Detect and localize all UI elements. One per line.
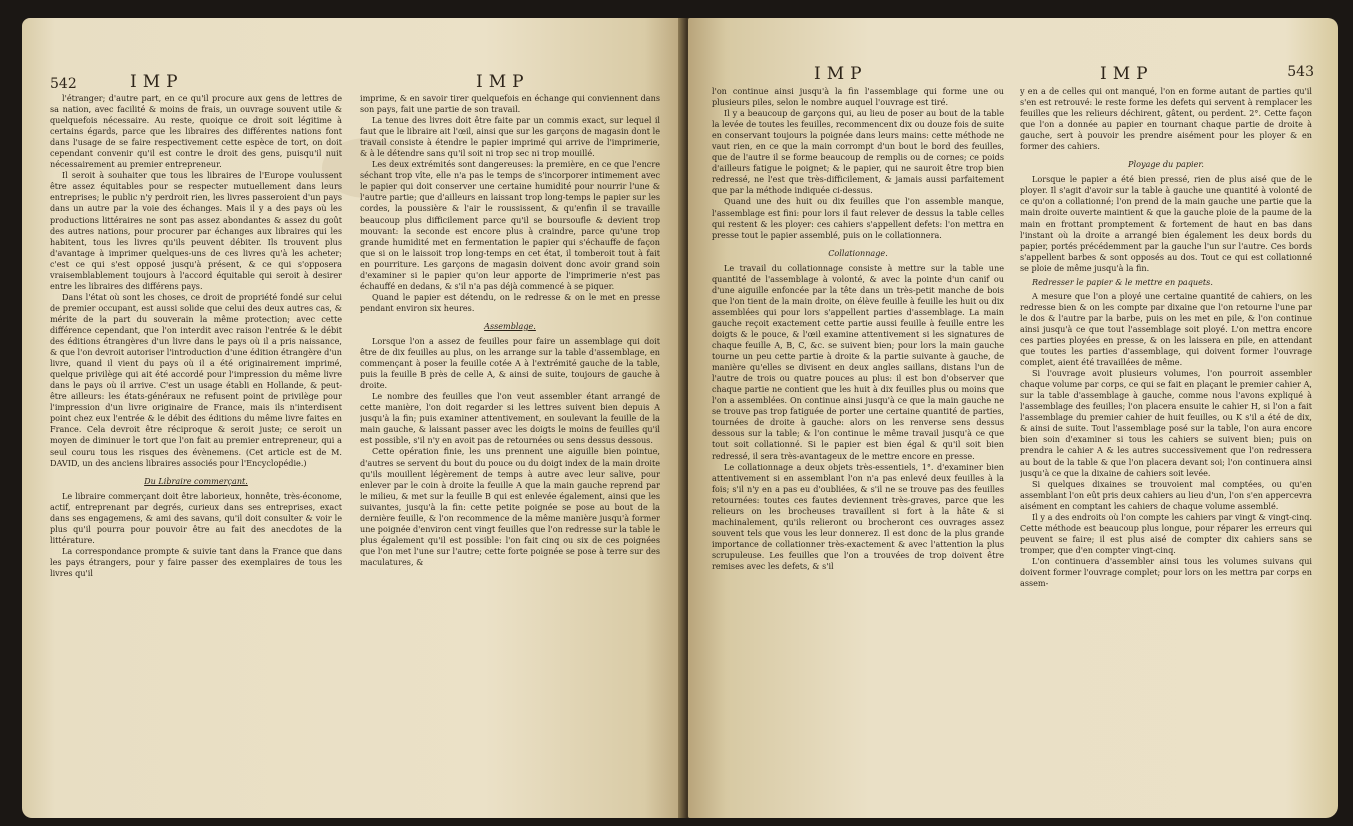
- paragraph: Le travail du collationnage consiste à mettre sur la table une quantité de l'assemblage à volonté, & avec la pointe d'un canif ou d'une aiguille enfoncée par la tête dans un très-petit manche de bois que l'on tient de la main droite, on élève feuille à feuille les huit ou dix assemblées qui pour lors s'appellent parties d'assemblage. La main gauche reçoit exactement cette partie aussi feuille à feuille entre les doigts & le pouce, & l'œil examine attentivement si les signatures de chaque feuille A, B, C, &c. se suivent bien; pour lors la main gauche tourne un peu cette partie à droite & la partie suivante à gauche, de manière qu'elles se divisent en deux angles saillans, distans l'un de l'autre de trois ou quatre pouces au plus: il est bon d'observer que chaque partie ne contient que les huit à dix feuilles plus ou moins que l'on a assemblées. On continue ainsi jusqu'à ce que la main gauche ne se trouve pas trop fatiguée de porter une certaine quantité de parties, tournées de droite à gauche: alors on les renverse sens dessus dessous sur la table; & l'on continue le même travail jusqu'à ce que tout soit collationné. Si le papier est bien égal & qu'il soit bien redressé, il sera très-avantageux de le mettre encore en presse.: [712, 262, 1004, 461]
- left-page: [22, 18, 684, 818]
- paragraph: Le libraire commerçant doit être laborieux, honnête, très-économe, actif, entreprenant par degrés, curieux dans ses entreprises, exact dans ses engagemens, & ami des savans, qu'il doit consulter & voir le plus qu'il pourra pour pouvoir être au fait des anecdotes de la littérature.: [50, 490, 342, 545]
- paragraph: l'on continue ainsi jusqu'à la fin l'assemblage qui forme une ou plusieurs piles, selon le nombre auquel l'ouvrage est tiré.: [712, 86, 1004, 108]
- paragraph: Quand une des huit ou dix feuilles que l'on assemble manque, l'assemblage est fini: pour lors il faut relever de dessus la table celles qui restent & les ployer: ces cahiers s'appellent defets: l'on mettra en presse tout le papier assemblé, puis on le collationnera.: [712, 196, 1004, 240]
- running-header-right-col2: IMP: [1100, 64, 1154, 84]
- paragraph: Il seroit à souhaiter que tous les libraires de l'Europe voulussent être assez équitables pour se respecter mutuellement dans leurs entreprises; le public n'y perdroit rien, les livres passeroient d'un pays dans un autre par la voie des échanges. Mais il y a des pays où les productions littéraires ne sont pas assez abondantes & assez du goût des autres nations, pour procurer par échanges aux libraires qui les habitent, tous les livres qu'ils peuvent débiter. Ils trouvent plus d'avantage à imprimer quelques-uns de ces livres qu'à les acheter; c'est ce qui s'est opposé jusqu'à présent, & ce qui s'opposera vraisemblablement toujours à l'accord équitable qui seroit à desirer entre les libraires des différens pays.: [50, 170, 342, 291]
- paragraph: Si l'ouvrage avoit plusieurs volumes, l'on pourroit assembler chaque volume par corps, ce qui se fait en plaçant le premier cahier A, sur la table d'assemblage à gauche, comme nous l'avons expliqué à l'assemblage des feuilles; l'on placera ensuite le cahier H, si l'on a fait l'assemblage du premier cahier de huit feuilles, ou K s'il a été de dix, & ainsi de suite. Tout l'assemblage posé sur la table, l'on aura encore bien soin d'examiner si tous les cahiers se suivent bien; puis on prendra le cahier A & les autres successivement que l'on redressera au bout de la table & que l'on placera devant soi; l'on continuera ainsi jusqu'à ce que la dixaine de cahiers soit levée.: [1020, 368, 1312, 478]
- left-page-column-1: [50, 93, 342, 811]
- paragraph: Cette opération finie, les uns prennent une aiguille bien pointue, d'autres se servent du bout du pouce ou du doigt index de la main droite qu'ils mouillent légèrement de temps à autre avec leur salive, pour enlever par le coin à droite la feuille A que la main gauche reprend par le milieu, & met sur la feuille B qui est enlevée également, ainsi que les suivantes, jusqu'à la fin: cette petite poignée se pose au bout de la dernière feuille, & l'on recommence de la même manière jusqu'à former une poignée d'environ cent vingt feuilles que l'on redresse sur la table le plus également qu'il est possible: l'on fait cinq ou six de ces poignées que l'on met l'une sur l'autre; cette forte poignée se pose à terre sur des maculatures, &: [360, 446, 660, 567]
- right-page: [688, 18, 1338, 818]
- section-heading: Assemblage.: [484, 320, 536, 331]
- running-header-right: IMP: [814, 64, 868, 84]
- right-page-column-1: [712, 86, 1004, 814]
- page-number-right: 543: [1287, 64, 1314, 80]
- section-heading: Redresser le papier & le mettre en paquets.: [1032, 276, 1213, 287]
- paragraph: l'étranger; d'autre part, en ce qu'il procure aux gens de lettres de sa nation, avec facilité & moins de frais, un ouvrage souvent utile & quelquefois nécessaire. Au reste, quoique ce droit soit légitime à certains égards, parce que les libraires des différentes nations font dans l'usage de se faire respectivement cette espèce de tort, on doit cependant convenir qu'il est contre le droit des gens, puisqu'il nuit nécessairement au premier entrepreneur.: [50, 93, 342, 170]
- section-heading: Ployage du papier.: [1128, 159, 1204, 170]
- paragraph: Lorsque le papier a été bien pressé, rien de plus aisé que de le ployer. Il s'agit d'avoir sur la table à gauche une quantité à volonté de ce qu'on a collationné; l'on prend de la main gauche une partie que la main droite ouverte maintient & que la gauche ploie de la paume de la main en frottant promptement & fortement de haut en bas dans l'instant où la droite a arrangé bien également les deux bords du papier, portés précédemment par la gauche l'un sur l'autre. Ces bords s'appellent barbes & sont opposés au dos. Tout ce qui est collationné se ploie de même jusqu'à la fin.: [1020, 174, 1312, 273]
- right-page-column-2: [1020, 86, 1312, 814]
- paragraph: Il y a beaucoup de garçons qui, au lieu de poser au bout de la table la levée de toutes les feuilles, recommencent dix ou douze fois de suite en conservant toujours la poignée dans leurs mains: cette méthode ne vaut rien, en ce que la main corrompt d'un bout le bord des feuilles, que de l'autre il se forme beaucoup de remplis ou de cornes; ce poids d'ailleurs fatigue le poignet; & le papier, qui ne sauroit être trop bien redressé, ne l'est que très-difficilement, & jamais aussi parfaitement que par la méthode indiquée ci-dessus.: [712, 108, 1004, 196]
- left-page-column-2: [360, 93, 660, 811]
- paragraph: A mesure que l'on a ployé une certaine quantité de cahiers, on les redresse bien & on les compte par dixaine que l'on retourne l'une par le dos & l'autre par la barbe, puis on les met en pile, & l'on continue ainsi jusqu'à ce que tout l'assemblage soit ployé. L'on mettra encore ces parties ployées en presse, & on les laissera en pile, en attendant que toutes les parties d'assemblage, qui doivent former l'ouvrage complet, aient été travaillées de même.: [1020, 290, 1312, 368]
- paragraph: Dans l'état où sont les choses, ce droit de propriété fondé sur celui de premier occupant, est aussi solide que celui des deux autres cas, & mérite de la part du souverain la même protection; avec cette différence cependant, que l'on interdit avec raison l'entrée & le débit des éditions étrangères d'un livre dans le pays où il a pris naissance, & que l'on devroit autoriser l'introduction d'une édition étrangère d'un livre, quand il vient du pays où il a été originairement imprimé, quelque privilège qui ait été accordé pour l'impression du même livre dans le pays où il arrive. C'est un usage établi en Hollande, & peut-être ailleurs: les états-généraux ne refusent point de privilège pour l'impression d'un livre originaire de France, mais ils n'interdisent point chez eux l'entrée & le débit des éditions du même livre faites en France. Cela devroit être réciproque & seroit juste; ce seroit un moyen de diminuer le tort que l'on fait au premier entrepreneur, qui a seul couru tous les risques des évènemens. (Cet article est de M. DAVID, un des anciens libraires associés pour l'Encyclopédie.): [50, 291, 342, 468]
- page-number-left: 542: [50, 76, 77, 92]
- paragraph: Si quelques dixaines se trouvoient mal comptées, ou qu'en assemblant l'on eût pris deux cahiers au lieu d'un, l'on s'en appercevra aisément en comptant les cahiers de chaque volume assemblé.: [1020, 478, 1312, 511]
- paragraph: Les deux extrémités sont dangereuses: la première, en ce que l'encre séchant trop vîte, elle n'a pas le temps de s'incorporer intimement avec le papier qui doit conserver une certaine humidité pour nourrir l'une & l'autre partie; que d'ailleurs en laissant trop long-temps le papier sur les cordes, la poussière & l'air le roussissent, & qu'enfin il se travaille beaucoup plus difficilement parce qu'il se boursoufle & devient trop mouvant: la seconde est encore plus à craindre, parce qu'une trop grande humidité met en fermentation le papier qui s'échauffe de façon que si on le laissoit trop long-temps en cet état, il tomberoit tout à fait en pourriture. Les garçons de magasin doivent donc avoir grand soin d'examiner si le papier qu'on leur apporte de l'imprimerie n'est pas échauffé en dedans, & s'il n'a pas déjà commencé à se piquer.: [360, 159, 660, 291]
- section-heading: Du Libraire commerçant.: [144, 475, 248, 486]
- paragraph: Le collationnage a deux objets très-essentiels, 1°. d'examiner bien attentivement si en assemblant l'on n'a pas enlevé deux feuilles à la fois; s'il n'y en a pas eu d'oubliées, & s'il ne se trouve pas des feuilles retournées: toutes ces fautes deviennent très-graves, parce que les relieurs on les brocheuses travaillent si fort à la hâte & si machinalement, qu'ils relieront ou brocheront ces ouvrages assez souvent tels que vous les leur donnerez. Il est donc de la plus grande importance de collationner très-exactement & avec l'attention la plus scrupuleuse. Les feuilles que l'on a trouvées de trop doivent être remises avec les defets, & s'il: [712, 461, 1004, 571]
- paragraph: y en a de celles qui ont manqué, l'on en forme autant de parties qu'il s'en est retrouvé: le reste forme les defets qui servent à remplacer les feuilles que les relieurs déchirent, gâtent, ou perdent. 2°. Cette façon que l'on a donnée au papier en tournant chaque partie de droite à gauche, sert à pouvoir les prendre aisément pour les ployer & en former des cahiers.: [1020, 86, 1312, 152]
- section-heading: Collationnage.: [828, 247, 888, 258]
- paragraph: Quand le papier est détendu, on le redresse & on le met en presse pendant environ six heures.: [360, 291, 660, 313]
- paragraph: La tenue des livres doit être faite par un commis exact, sur lequel il faut que le libraire ait l'œil, ainsi que sur les garçons de magasin dont le travail consiste à étendre le papier imprimé qui arrive de l'imprimerie, & à le détendre sans qu'il soit ni trop sec ni trop mouillé.: [360, 115, 660, 159]
- paragraph: La correspondance prompte & suivie tant dans la France que dans les pays étrangers, pour y faire passer des exemplaires de tous les livres qu'il: [50, 545, 342, 578]
- paragraph: Le nombre des feuilles que l'on veut assembler étant arrangé de cette manière, l'on doit regarder si les lettres suivent bien depuis A jusqu'à la fin; puis examiner attentivement, en soulevant la feuille de la main gauche, & laissant passer avec les doigts le moins de feuilles qu'il est possible, s'il n'y en avoit pas de retournées ou sens dessus dessous.: [360, 391, 660, 446]
- running-header-left: IMP: [130, 72, 184, 92]
- paragraph: imprime, & en savoir tirer quelquefois en échange qui conviennent dans son pays, fait une partie de son travail.: [360, 93, 660, 115]
- paragraph: L'on continuera d'assembler ainsi tous les volumes suivans qui doivent former l'ouvrage complet; pour lors on les mettra par corps en assem-: [1020, 555, 1312, 589]
- paragraph: Lorsque l'on a assez de feuilles pour faire un assemblage qui doit être de dix feuilles au plus, on les arrange sur la table d'assemblage, en commençant à poser la feuille cotée A à l'extrémité gauche de la table, puis la feuille B près de celle A, & ainsi de suite, toujours de gauche à droite.: [360, 335, 660, 391]
- book-spread: [2, 8, 1351, 824]
- paragraph: Il y a des endroits où l'on compte les cahiers par vingt & vingt-cinq. Cette méthode est beaucoup plus longue, pour réparer les erreurs qui peuvent se faire; il est plus aisé de compter dix cahiers sans se tromper, que d'en compter vingt-cinq.: [1020, 511, 1312, 555]
- running-header-left-col2: IMP: [476, 72, 530, 92]
